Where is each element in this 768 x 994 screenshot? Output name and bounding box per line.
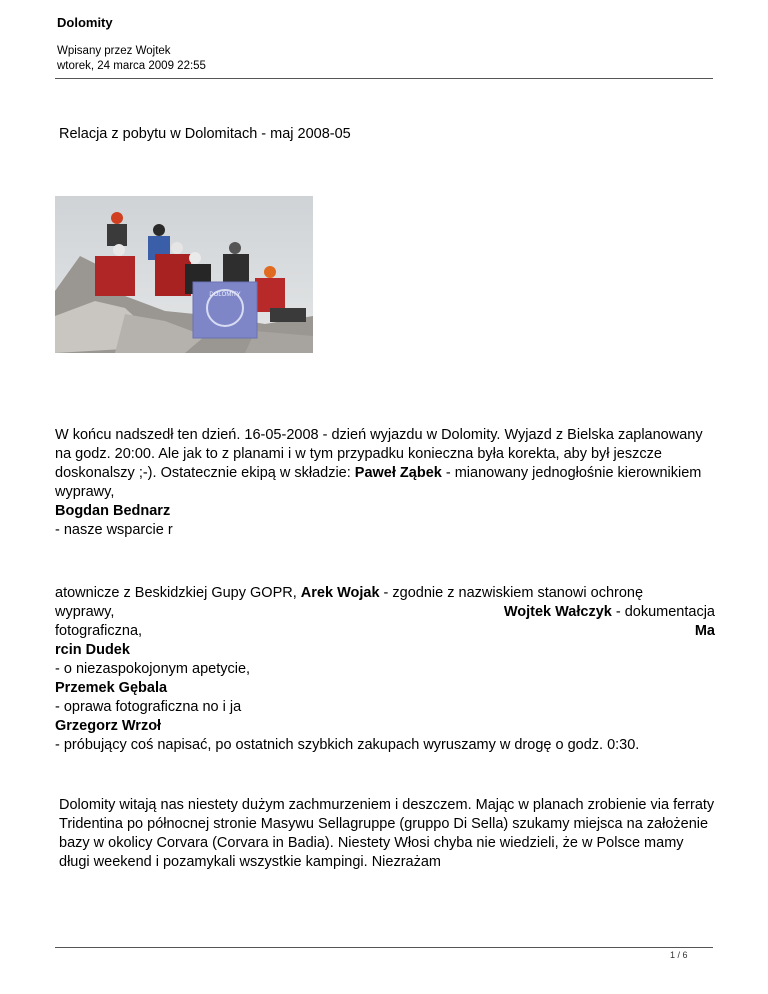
member-role: - oprawa fotograficzna no i ja (55, 699, 242, 715)
paragraph-1-continued (55, 584, 715, 755)
page-number: 1 / 6 (670, 950, 688, 960)
member-name: Bogdan Bednarz (55, 503, 171, 519)
header-divider (55, 78, 713, 79)
member-name: Paweł Ząbek (354, 465, 442, 481)
intro-line: Relacja z pobytu w Dolomitach - maj 2008-05 (59, 126, 351, 142)
team-photo (55, 196, 313, 353)
member-role: - zgodnie z nazwiskiem stanowi ochronę (379, 585, 644, 601)
member-role: atownicze z Beskidzkiej Gupy GOPR, (55, 585, 301, 601)
member-name: Arek Wojak (300, 585, 380, 601)
paragraph-1-text: W końcu nadszedł ten dzień. 16-05-2008 - dzień wyjazdu w Dolomity. Wyjazd z Bielska zaplanowany na godz. 20:00. Ale jak to z planami i w tym przypadku konieczna była korekta, aby był jeszcze doskonalszy ;-). Ostatecznie ekipą w składzie: (55, 427, 703, 481)
member-role: wyprawy, (55, 604, 115, 620)
member-role: - dokumentacja (611, 604, 715, 620)
member-name: Przemek Gębala (55, 680, 168, 696)
member-role: - mianowany jednogłośnie kierownikiem wyprawy, (55, 465, 702, 500)
member-name: Ma (694, 623, 715, 639)
paragraph-2: Dolomity witają nas niestety dużym zachmurzeniem i deszczem. Mając w planach zrobienie via ferraty Tridentina po północnej stronie Masywu Sellagruppe (gruppo Di Sella) szukamy miejsca na założenie bazy w okolicy Corvara (Corvara in Badia). Niestety Włosi chyba nie wiedzieli, że w Polsce mamy długi weekend i pozamykali wszystkie kampingi. Niezrażam (59, 797, 715, 870)
banner-text: DOLOMITY (209, 292, 241, 298)
member-role: - próbujący coś napisać, po ostatnich szybkich zakupach wyruszamy w drogę o godz. 0:30. (55, 737, 640, 753)
member-name: rcin Dudek (55, 642, 130, 658)
member-role: - nasze wsparcie r (55, 522, 173, 538)
date-line: wtorek, 24 marca 2009 22:55 (57, 60, 206, 72)
member-name: Grzegorz Wrzoł (55, 718, 162, 734)
member-name: Wojtek Wałczyk (503, 604, 612, 620)
article-meta (57, 44, 206, 74)
author-line: Wpisany przez Wojtek (57, 45, 171, 57)
document-title: Dolomity (57, 15, 113, 30)
member-role: - o niezaspokojonym apetycie, (55, 661, 251, 677)
footer-divider (55, 947, 713, 948)
member-role: fotograficzna, (55, 623, 143, 639)
paragraph-1 (55, 426, 715, 540)
